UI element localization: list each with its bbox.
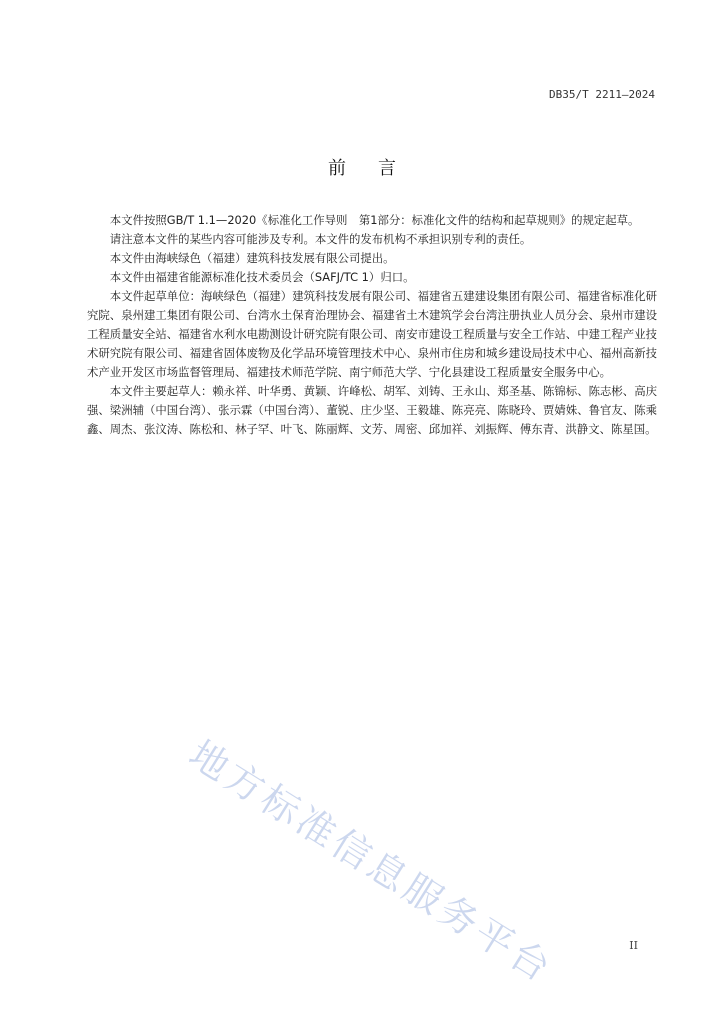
paragraph-drafters: 本文件主要起草人：赖永祥、叶华勇、黄颖、许峰松、胡军、刘铸、王永山、郑圣基、陈锦标、陈志彬、高庆强、梁洲辅（中国台湾）、张示霖（中国台湾）、董锐、庄少坚、王毅雄、陈亮亮、陈晓玲、贾婧姝、鲁官友、陈乘鑫、周杰、张汶涛、陈松和、林子罕、叶飞、陈丽辉、文芳、周密、邱加祥、刘振辉、傅东青、洪静文、陈星国。 (87, 384, 657, 436)
document-code: DB35/T 2211—2024 (549, 88, 655, 101)
page-title (0, 154, 724, 180)
paragraph-drafting-rules: 本文件按照GB/T 1.1—2020《标准化工作导则 第1部分：标准化文件的结构和起草规则》的规定起草。 (109, 213, 640, 227)
foreword-body (87, 211, 657, 439)
paragraph-patent-notice: 请注意本文件的某些内容可能涉及专利。本文件的发布机构不承担识别专利的责任。 (109, 232, 532, 246)
title-char-2: 言 (378, 158, 396, 179)
paragraph-proposer: 本文件由海峡绿色（福建）建筑科技发展有限公司提出。 (109, 251, 395, 265)
page-number: II (629, 939, 638, 952)
paragraph-drafting-units: 本文件起草单位：海峡绿色（福建）建筑科技发展有限公司、福建省五建建设集团有限公司、福建省标准化研究院、泉州建工集团有限公司、台湾水土保育治理协会、福建省土木建筑学会台湾注册执业人员分会、泉州市建设工程质量安全站、福建省水利水电勘测设计研究院有限公司、南安市建设工程质量与安全工作站、中建工程产业技术研究院有限公司、福建省固体废物及化学品环境管理技术中心、泉州市住房和城乡建设局技术中心、福州高新技术产业开发区市场监督管理局、福建技术师范学院、南宁师范大学、宁化县建设工程质量安全服务中心。 (87, 289, 657, 379)
title-char-1: 前 (328, 158, 346, 179)
paragraph-committee: 本文件由福建省能源标准化技术委员会（SAFJ/TC 1）归口。 (109, 270, 415, 284)
watermark-text: 地方标准信息服务平台 (181, 731, 561, 992)
